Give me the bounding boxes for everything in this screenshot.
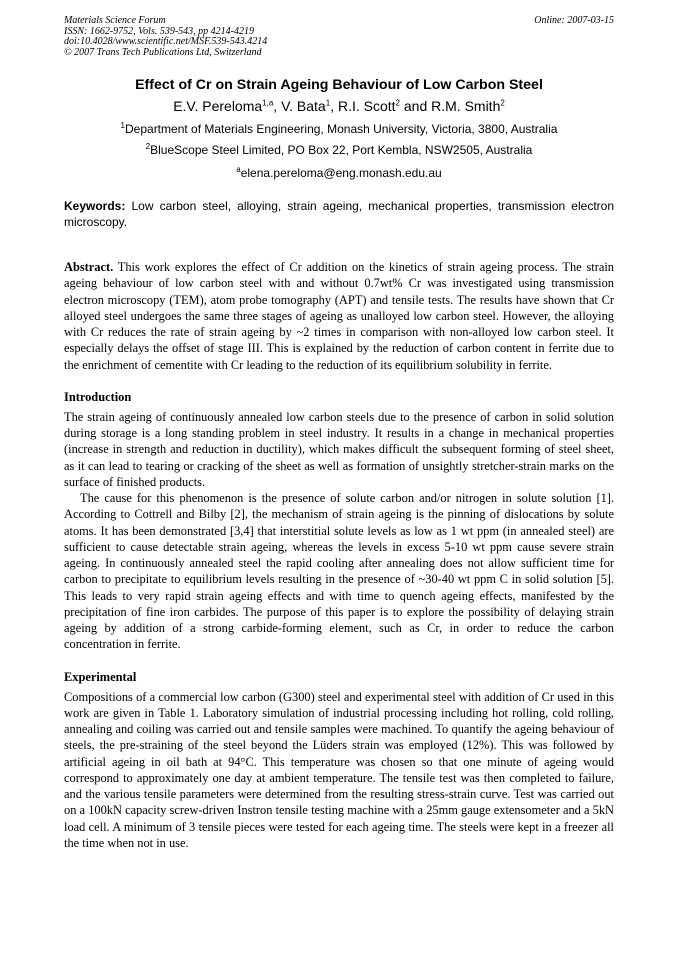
affiliation-2 (64, 143, 614, 158)
online-date: Online: 2007-03-15 (534, 15, 614, 26)
journal-name: Materials Science Forum (64, 15, 166, 26)
paragraph: Compositions of a commercial low carbon (G300) steel and experimental steel with addition of Cr used in this work are given in Table 1. Laboratory simulation of industrial processing including hot rolling, cold rolling, annealing and coiling was carried out and tensile samples were machined. To quantify the ageing behaviour of steels, the pre-straining of the steel beyond the Lüders strain was employed (12%). This was followed by artificial ageing in oil bath at 94°C. This temperature was chosen so that one minute of ageing would correspond to approximately one day at ambient temperature. The tensile test was then completed to failure, and the various tensile parameters were determined from the resulting stress-strain curve. Test was carried out on a 100kN capacity screw-driven Instron tensile testing machine with a 25mm gauge extensometer and a 5kN load cell. A minimum of 3 tensile pieces were tested for each ageing time. The steels were kept in a freezer all the time when not in use. (64, 689, 614, 850)
paragraph: The cause for this phenomenon is the presence of solute carbon and/or nitrogen in solute solution [1]. According to Cottrell and Bilby [2], the mechanism of strain ageing is the pinning of dislocations by solute atoms. It has been demonstrated [3,4] that interstitial solute levels as low as 1 wt ppm (in annealed steel) are sufficient to cause detectable strain ageing, whereas the levels in excess 5-10 wt ppm cause severe strain ageing. In continuously annealed steel the rapid cooling after annealing does not allow sufficient time for carbon to precipitate to equilibrium levels resulting in the presence of ~30-40 wt ppm C in solid solution [5]. This leads to very rapid strain ageing effects and with time to quench ageing effects, manifested by the precipitation of fine iron carbides. The purpose of this paper is to explore the possibility of delaying strain ageing by addition of a strong carbide-forming element, such as Cr, in order to reduce the carbon concentration in ferrite. (64, 491, 614, 652)
keywords-label: Keywords: (64, 199, 126, 213)
section-heading-introduction: Introduction (64, 389, 132, 404)
author-name: V. Bata (281, 98, 326, 114)
affiliation-mark: a (236, 165, 241, 174)
author-name: E.V. Pereloma (173, 98, 263, 114)
issn-line: ISSN: 1662-9752, Vols. 539-543, pp 4214-4219 (64, 25, 254, 37)
author-separator: , (330, 98, 338, 114)
abstract-label: Abstract. (64, 260, 114, 274)
author-name: R.M. Smith (431, 98, 501, 114)
doi-line[interactable]: doi:10.4028/www.scientific.net/MSF.539-543.4214 (64, 36, 268, 47)
keywords-text: Low carbon steel, alloying, strain ageing, mechanical properties, transmission electron microscopy. (64, 199, 614, 229)
author-list (64, 96, 614, 116)
journal-header (64, 16, 614, 58)
corresponding-email (64, 166, 614, 181)
affiliation-text: Department of Materials Engineering, Monash University, Victoria, 3800, Australia (125, 122, 558, 136)
abstract-block (64, 259, 614, 373)
author-affiliation-mark: 1 (325, 98, 331, 108)
author-affiliation-mark: 2 (500, 98, 505, 108)
keywords-block (64, 198, 614, 230)
affiliation-mark: 1 (120, 121, 125, 130)
introduction-section (64, 409, 614, 653)
author-separator: , (273, 98, 282, 114)
affiliation-text: BlueScope Steel Limited, PO Box 22, Port Kembla, NSW2505, Australia (150, 143, 533, 157)
abstract-text: This work explores the effect of Cr addition on the kinetics of strain ageing process. The strain ageing behaviour of low carbon steel with and without 0.7wt% Cr was investigated using transmission electron microscopy (TEM), atom probe tomography (APT) and tensile tests. The results have shown that Cr alloyed steel undergoes the same three stages of ageing as unalloyed low carbon steel. However, the alloying with Cr reduces the rate of strain ageing by ~2 times in comparison with non-alloyed low carbon steel. It especially delays the offset of stage III. This is explained by the reduction of carbon content in ferrite due to the enrichment of cementite with Cr leading to the reduction of its equilibrium solubility in ferrite. (64, 260, 614, 372)
affiliation-1 (64, 122, 614, 137)
paper-title: Effect of Cr on Strain Ageing Behaviour of Low Carbon Steel (135, 77, 543, 93)
section-heading-experimental: Experimental (64, 669, 137, 684)
paragraph: The strain ageing of continuously annealed low carbon steels due to the presence of carbon in solid solution during storage is a long standing problem in steel industry. It results in a change in mechanical properties (increase in strength and reduction in ductility), which makes difficult the subsequent forming of steel sheet, as it can lead to tearing or cracking of the sheet as well as formation of unsightly stretcher-strain marks on the surface of finished products. (64, 409, 614, 489)
affiliation-mark: 2 (145, 142, 151, 151)
author-affiliation-mark: 2 (395, 98, 400, 108)
paper-page (64, 16, 614, 851)
author-affiliation-mark: 1,a (262, 98, 274, 108)
copyright-line: © 2007 Trans Tech Publications Ltd, Switzerland (64, 46, 262, 58)
author-separator: and (399, 98, 432, 114)
experimental-section (64, 689, 614, 852)
email-address[interactable]: elena.pereloma@eng.monash.edu.au (240, 166, 442, 180)
author-name: R.I. Scott (337, 98, 396, 114)
